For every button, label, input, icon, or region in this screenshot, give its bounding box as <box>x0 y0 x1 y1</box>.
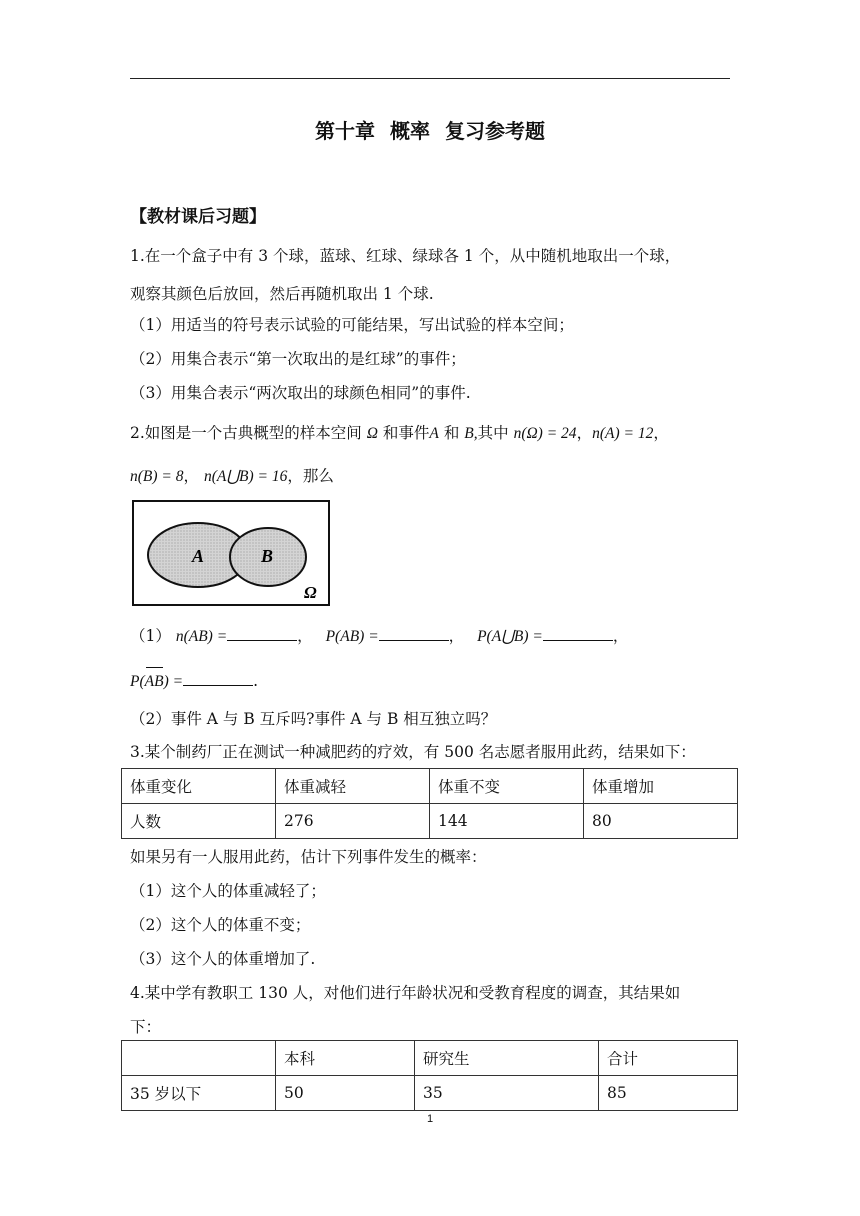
table-cell: 276 <box>276 804 430 839</box>
table-cell: 50 <box>276 1076 415 1111</box>
q4-line2: 下： <box>130 1018 162 1036</box>
table-row <box>122 804 738 839</box>
table-cell: 144 <box>430 804 584 839</box>
table-row <box>122 769 738 804</box>
table-cell: 80 <box>584 804 738 839</box>
table-cell: 85 <box>598 1076 737 1111</box>
table-cell: 体重减轻 <box>276 769 430 804</box>
q2-sub1: （1） n(AB) = ， P(AB) = ， P(A⋃B) = ， <box>130 627 629 645</box>
q1-sub2: （2）用集合表示“第一次取出的是红球”的事件； <box>130 350 466 368</box>
q3-intro: 3.某个制药厂正在测试一种减肥药的疗效，有 500 名志愿者服用此药，结果如下： <box>130 743 696 761</box>
page-title <box>0 115 860 144</box>
q4-table <box>121 1040 738 1111</box>
q3-table <box>121 768 738 839</box>
table-cell: 体重变化 <box>122 769 276 804</box>
table-cell: 人数 <box>122 804 276 839</box>
q1-line1: 1.在一个盒子中有 3 个球，蓝球、红球、绿球各 1 个，从中随机地取出一个球， <box>130 247 681 265</box>
q3-after: 如果另有一人服用此药，估计下列事件发生的概率： <box>130 848 487 866</box>
venn-label-b: B <box>261 546 274 566</box>
q3-sub2: （2）这个人的体重不变； <box>130 916 311 934</box>
venn-diagram <box>132 500 330 606</box>
q3-sub3: （3）这个人的体重增加了. <box>130 950 316 968</box>
header-rule <box>130 78 730 79</box>
table-cell: 35 <box>415 1076 599 1111</box>
q4-line1: 4.某中学有教职工 130 人，对他们进行年龄状况和受教育程度的调查，其结果如 <box>130 984 681 1002</box>
q2-sub2: （2）事件 A 与 B 互斥吗?事件 A 与 B 相互独立吗？ <box>130 710 497 728</box>
q1-sub1: （1）用适当的符号表示试验的可能结果，写出试验的样本空间； <box>130 316 574 334</box>
q2-line1: 2.如图是一个古典概型的样本空间 Ω 和事件A 和 B,其中 n(Ω) = 24，n(A) = 12， <box>130 424 669 442</box>
answer-blank[interactable] <box>227 626 297 641</box>
title-part: 概率 <box>390 119 430 143</box>
answer-blank[interactable] <box>379 626 449 641</box>
venn-label-omega: Ω <box>304 583 317 602</box>
table-row <box>122 1076 738 1111</box>
table-cell: 本科 <box>276 1041 415 1076</box>
page-number: 1 <box>426 1113 434 1125</box>
answer-blank[interactable] <box>183 671 253 686</box>
table-cell: 合计 <box>598 1041 737 1076</box>
section-title: 【教材课后习题】 <box>130 207 266 227</box>
q2-sub1-cont: P(AB) = . <box>130 670 740 693</box>
table-cell: 体重不变 <box>430 769 584 804</box>
table-cell: 35 岁以下 <box>122 1076 276 1111</box>
q1-line2: 观察其颜色后放回，然后再随机取出 1 个球. <box>130 285 434 303</box>
q2-line2: n(B) = 8， n(A⋃B) = 16，那么 <box>130 467 334 485</box>
answer-blank[interactable] <box>543 626 613 641</box>
table-cell: 研究生 <box>415 1041 599 1076</box>
table-cell <box>122 1041 276 1076</box>
q3-sub1: （1）这个人的体重减轻了； <box>130 882 326 900</box>
title-part: 第十章 <box>315 119 376 143</box>
venn-label-a: A <box>192 546 205 566</box>
table-row <box>122 1041 738 1076</box>
table-cell: 体重增加 <box>584 769 738 804</box>
q1-sub3: （3）用集合表示“两次取出的球颜色相同”的事件. <box>130 384 471 402</box>
title-part: 复习参考题 <box>444 119 545 143</box>
